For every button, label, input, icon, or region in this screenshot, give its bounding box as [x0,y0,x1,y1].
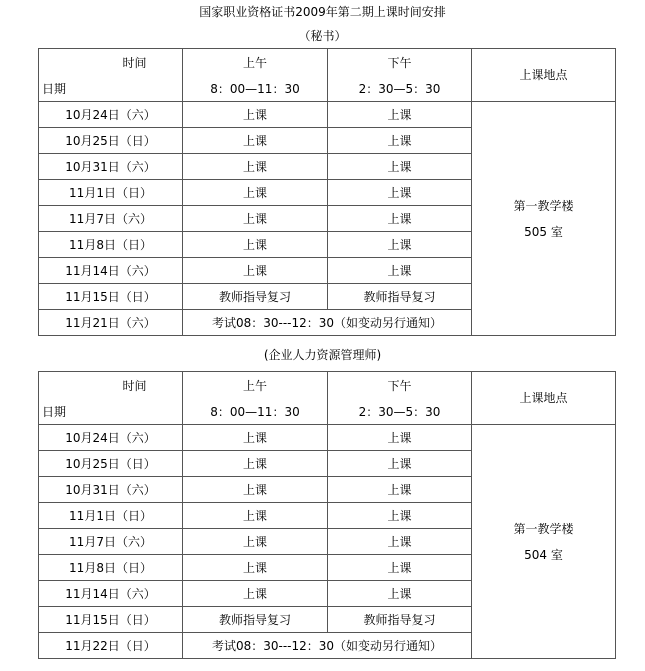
header-date-label: 日期 [42,405,67,419]
header-time-label: 时间 [122,379,147,393]
row-am: 教师指导复习 [183,607,328,633]
header-morning-label: 上午 [242,56,267,70]
row-am: 上课 [183,128,328,154]
row-date: 11月7日（六） [39,529,183,555]
row-am: 上课 [183,232,328,258]
row-am: 教师指导复习 [183,284,328,310]
row-pm: 上课 [328,232,472,258]
row-date: 11月14日（六） [39,581,183,607]
row-date: 11月7日（六） [39,206,183,232]
section-subtitle-secretary: （秘书） [298,29,347,43]
row-date: 11月15日（日） [39,607,183,633]
row-pm: 上课 [328,206,472,232]
table-row [39,102,616,128]
header-time-label: 时间 [122,56,147,70]
row-pm: 上课 [328,154,472,180]
header-morning-time: 8：00—11：30 [210,405,300,419]
table-row [39,425,616,451]
row-pm: 教师指导复习 [328,607,472,633]
header-location-label: 上课地点 [472,49,616,102]
row-pm: 上课 [328,425,472,451]
header-morning-cell [183,372,328,425]
row-pm: 教师指导复习 [328,284,472,310]
header-afternoon-cell [328,49,472,102]
row-am: 上课 [183,503,328,529]
location-room: 505 室 [524,224,563,239]
header-afternoon-cell [328,372,472,425]
section-subtitle-hr: (企业人力资源管理师) [263,348,382,362]
row-date: 11月1日（日） [39,180,183,206]
row-pm: 上课 [328,180,472,206]
row-am: 上课 [183,477,328,503]
row-date: 10月24日（六） [39,425,183,451]
schedule-table-hr [38,371,616,659]
exam-text: 考试08：30---12：30（如变动另行通知） [183,310,472,336]
row-pm: 上课 [328,555,472,581]
exam-text: 考试08：30---12：30（如变动另行通知） [183,633,472,659]
row-pm: 上课 [328,128,472,154]
header-morning-time: 8：00—11：30 [210,82,300,96]
row-date: 11月8日（日） [39,555,183,581]
row-date: 10月24日（六） [39,102,183,128]
location-room: 504 室 [524,547,563,562]
header-corner-cell [39,49,183,102]
location-building: 第一教学楼 [513,198,574,213]
row-date: 11月14日（六） [39,258,183,284]
schedule-table-secretary [38,48,616,336]
row-am: 上课 [183,451,328,477]
location-building: 第一教学楼 [513,521,574,536]
header-morning-cell [183,49,328,102]
header-date-label: 日期 [42,82,67,96]
header-afternoon-time: 2：30—5：30 [358,82,441,96]
row-pm: 上课 [328,102,472,128]
row-am: 上课 [183,581,328,607]
row-pm: 上课 [328,529,472,555]
row-date: 11月15日（日） [39,284,183,310]
row-am: 上课 [183,258,328,284]
header-morning-label: 上午 [242,379,267,393]
row-date: 11月1日（日） [39,503,183,529]
exam-date: 11月21日（六） [39,310,183,336]
header-afternoon-label: 下午 [387,379,412,393]
location-cell [472,425,616,659]
page-title: 国家职业资格证书2009年第二期上课时间安排 [199,5,446,19]
row-date: 10月31日（六） [39,154,183,180]
row-pm: 上课 [328,581,472,607]
row-am: 上课 [183,529,328,555]
row-am: 上课 [183,425,328,451]
exam-date: 11月22日（日） [39,633,183,659]
header-row [39,372,616,425]
row-pm: 上课 [328,503,472,529]
header-afternoon-time: 2：30—5：30 [358,405,441,419]
row-pm: 上课 [328,477,472,503]
row-pm: 上课 [328,451,472,477]
row-date: 11月8日（日） [39,232,183,258]
row-am: 上课 [183,206,328,232]
header-corner-cell [39,372,183,425]
row-am: 上课 [183,154,328,180]
row-date: 10月31日（六） [39,477,183,503]
header-location-label: 上课地点 [472,372,616,425]
location-cell [472,102,616,336]
row-am: 上课 [183,102,328,128]
header-afternoon-label: 下午 [387,56,412,70]
row-am: 上课 [183,180,328,206]
row-am: 上课 [183,555,328,581]
row-date: 10月25日（日） [39,451,183,477]
header-row [39,49,616,102]
row-pm: 上课 [328,258,472,284]
row-date: 10月25日（日） [39,128,183,154]
